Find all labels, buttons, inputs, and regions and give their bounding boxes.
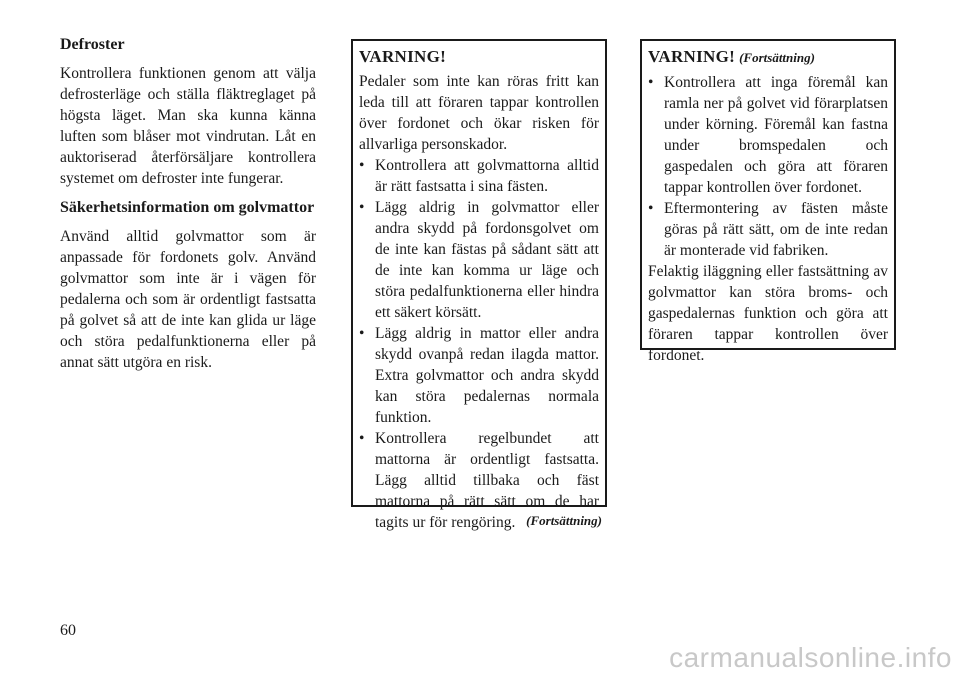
- warning-subtitle: (Fortsättning): [739, 50, 815, 65]
- floormat-text: Använd alltid golvmattor som är anpassade för fordonets golv. Använd golvmattor som inte är i vägen för pedalerna och som är ordentligt fastsatta på golvet så att de inte kan glida ur läge och störa pedalfunktionerna eller på annat sätt utgöra en risk.: [60, 228, 316, 371]
- continued-note: (Fortsättning): [526, 513, 602, 528]
- defroster-heading: Defroster: [60, 36, 125, 53]
- warning-bullet-list: [648, 72, 888, 261]
- warning-bullet: • Kontrollera regelbundet att mattorna är ordentligt fastsatta. Lägg alltid tillbaka och fäst mattorna på rätt sätt om de har tagits ur för rengöring.: [359, 428, 599, 533]
- watermark: carmanualsonline.info: [669, 642, 952, 673]
- warning-bullet: • Lägg aldrig in mattor eller andra skydd ovanpå redan ilagda mattor. Extra golvmattor och andra skydd kan störa pedalernas normala funktion.: [359, 323, 599, 428]
- warning-bullet: • Kontrollera att golvmattorna alltid är rätt fastsatta i sina fästen.: [359, 155, 599, 197]
- warning-title-continued: [648, 45, 888, 70]
- warning-bullet-list: [359, 155, 599, 533]
- warning-box-2: [640, 39, 896, 364]
- warning-title: VARNING!: [359, 47, 447, 66]
- floormat-heading: Säkerhetsinformation om golvmattor: [60, 199, 315, 216]
- warning-outro: Felaktig iläggning eller fastsättning av golvmattor kan störa broms- och gaspedalernas funktion och göra att föraren tappar kontrollen över fordonet.: [648, 263, 888, 364]
- page-number: 60: [60, 622, 76, 639]
- defroster-text: Kontrollera funktionen genom att välja defrosterläge och ställa fläktreglaget på högsta läget. Man ska kunna känna luften som blåser mot vindrutan. Låt en auktoriserad återförsäljare kontrollera systemet om defroster inte fungerar.: [60, 65, 316, 187]
- warning-title-text: VARNING!: [648, 47, 736, 66]
- warning-bullet: • Kontrollera att inga föremål kan ramla ner på golvet vid förarplatsen under körning. Föremål kan fastna under bromspedalen och gaspedalen och göra att föraren tappar kontrollen över fordonet.: [648, 72, 888, 198]
- warning-bullet: • Eftermontering av fästen måste göras på rätt sätt, om de inte redan är monterade vid fabriken.: [648, 198, 888, 261]
- warning-intro: Pedaler som inte kan röras fritt kan leda till att föraren tappar kontrollen över fordonet och ökar risken för allvarliga personskador.: [359, 73, 599, 153]
- warning-bullet: • Lägg aldrig in golvmattor eller andra skydd på fordonsgolvet om de inte kan fästas på sådant sätt att de inte kan komma ur läge och störa pedalfunktionerna eller hindra ett säkert körsätt.: [359, 197, 599, 323]
- left-column: [60, 34, 316, 381]
